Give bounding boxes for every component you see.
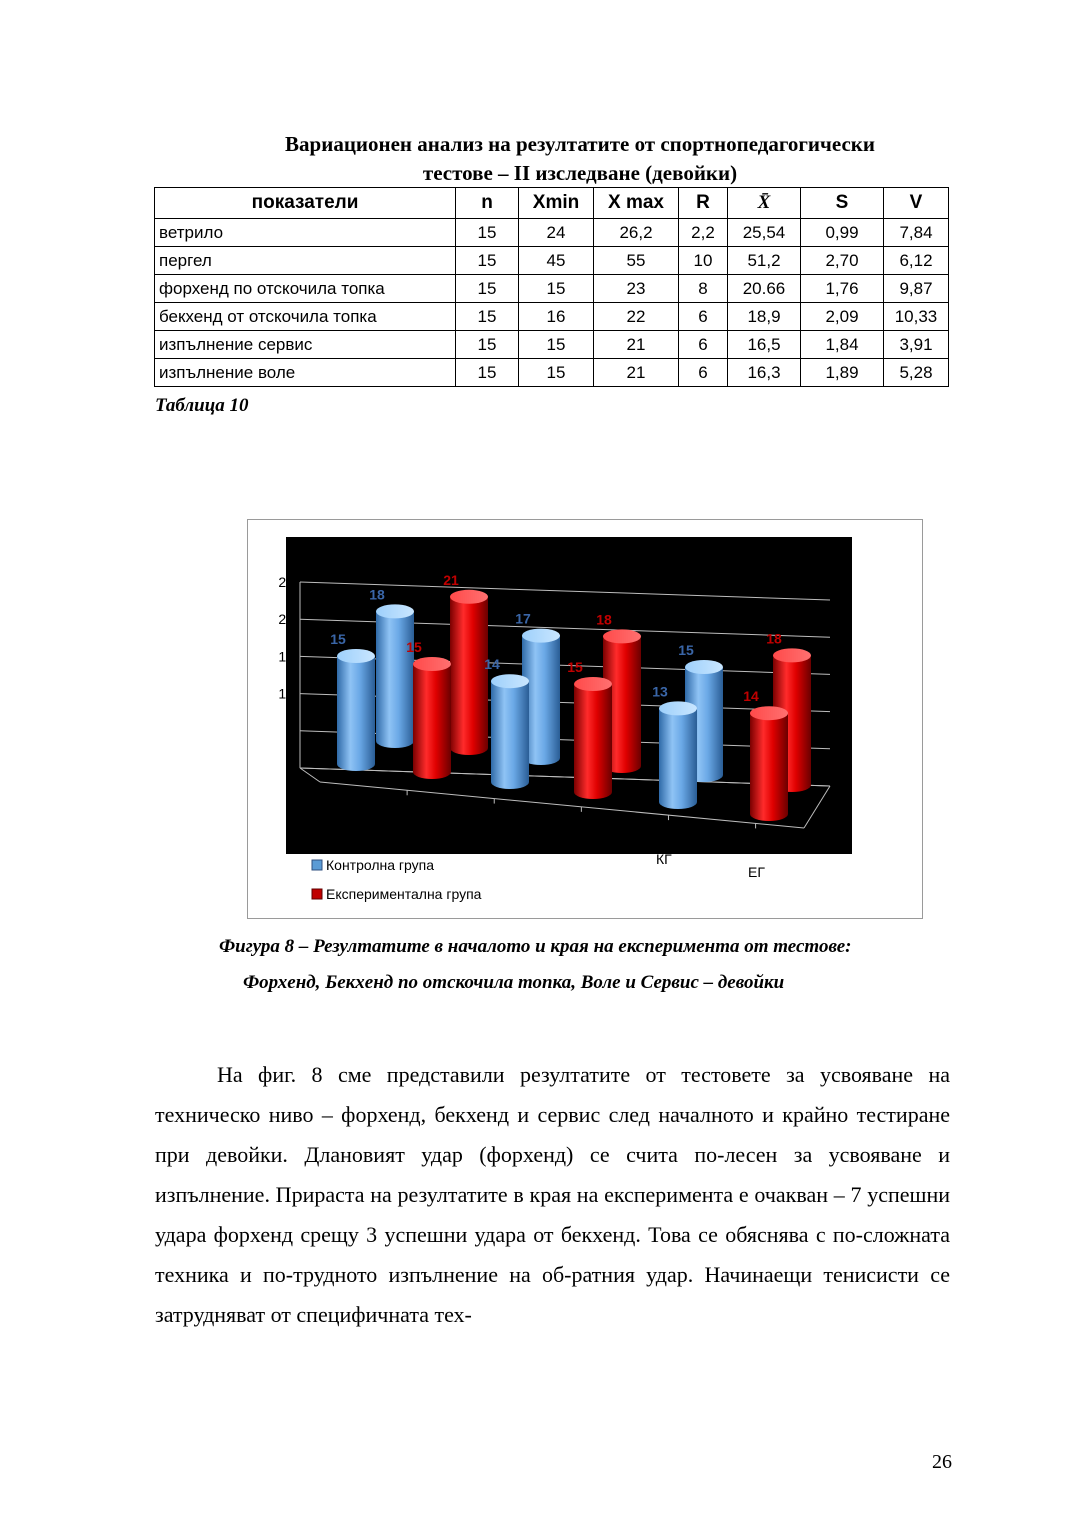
table-header-row: [155, 188, 949, 219]
data-label: 18: [369, 586, 385, 603]
table-cell: 3,91: [884, 331, 949, 359]
control-group-bar: [491, 674, 529, 789]
table-cell: 51,2: [728, 247, 801, 275]
table-row: [155, 359, 949, 387]
table-row: [155, 303, 949, 331]
chart-svg: [248, 520, 922, 918]
data-label: 13: [652, 683, 668, 700]
data-label: 15: [678, 642, 694, 658]
table-cell-label: бекхенд от отскочила топка: [155, 303, 456, 331]
header-xmax: X max: [594, 188, 679, 219]
data-label: 15: [406, 639, 422, 655]
legend-swatch-experimental: [312, 889, 322, 899]
table-cell: 6: [679, 303, 728, 331]
data-label: 15: [567, 659, 583, 675]
header-s: S: [801, 188, 884, 219]
stats-table: [154, 187, 949, 387]
experimental-group-bar: [750, 706, 788, 821]
table-cell: 16,5: [728, 331, 801, 359]
table-cell-label: пергел: [155, 247, 456, 275]
experimental-group-bar: [450, 590, 488, 755]
table-cell: 10,33: [884, 303, 949, 331]
y-tick-label: 15: [278, 648, 294, 665]
figure-caption-line2: Форхенд, Бекхенд по отскочила топка, Воле и Сервис – девойки: [243, 972, 785, 993]
legend-label-experimental: Експериментална група: [326, 886, 482, 902]
table-cell: 24: [519, 219, 594, 247]
experimental-group-bar: [574, 677, 612, 799]
y-tick-label: 10: [278, 685, 294, 702]
table-caption: Таблица 10: [155, 395, 249, 416]
table-cell-label: изпълнение воле: [155, 359, 456, 387]
table-cell: 16: [519, 303, 594, 331]
table-cell: 15: [456, 247, 519, 275]
control-group-bar: [376, 604, 414, 748]
table-row: [155, 219, 949, 247]
table-title-line2: тестове – II изследване (девойки): [422, 161, 738, 185]
y-tick-label: 5: [286, 722, 294, 739]
page-number: 26: [932, 1451, 952, 1473]
table-cell: 15: [519, 331, 594, 359]
table-cell: 1,76: [801, 275, 884, 303]
table-cell: 2,70: [801, 247, 884, 275]
category-label-kg: КГ: [656, 851, 672, 867]
table-cell: 6: [679, 331, 728, 359]
y-tick-label: 0: [286, 760, 294, 776]
data-label: 18: [766, 630, 782, 647]
table-cell: 15: [519, 275, 594, 303]
table-cell: 6: [679, 359, 728, 387]
table-cell: 1,89: [801, 359, 884, 387]
body-paragraph: [155, 1055, 950, 1335]
table-cell: 21: [594, 359, 679, 387]
table-cell: 15: [456, 303, 519, 331]
table-cell: 23: [594, 275, 679, 303]
data-label: 14: [743, 688, 759, 705]
category-label-eg: ЕГ: [748, 864, 765, 880]
table-cell: 6,12: [884, 247, 949, 275]
header-xmin: Xmin: [519, 188, 594, 219]
figure-caption-line1: Фигура 8 – Резултатите в началото и края на експеримента от тестове:: [219, 936, 852, 957]
table-cell: 2,09: [801, 303, 884, 331]
table-cell: 7,84: [884, 219, 949, 247]
table-row: [155, 331, 949, 359]
table-title-line1: Вариационен анализ на резултатите от спортнопедагогически: [285, 132, 875, 156]
table-cell: 0,99: [801, 219, 884, 247]
table-row: [155, 247, 949, 275]
header-r: R: [679, 188, 728, 219]
legend-label-control: Контролна група: [326, 857, 435, 873]
data-label: 18: [596, 611, 612, 628]
data-label: 17: [515, 610, 531, 627]
table-cell: 16,3: [728, 359, 801, 387]
table-cell: 20.66: [728, 275, 801, 303]
y-tick-label: 25: [278, 574, 294, 590]
header-indicators: показатели: [155, 188, 456, 219]
table-cell: 26,2: [594, 219, 679, 247]
header-mean: X̄: [728, 188, 801, 219]
table-cell: 15: [456, 275, 519, 303]
table-cell: 22: [594, 303, 679, 331]
chart-container: [247, 519, 923, 919]
table-cell: 25,54: [728, 219, 801, 247]
table-cell: 10: [679, 247, 728, 275]
table-cell: 21: [594, 331, 679, 359]
control-group-bar: [659, 701, 697, 809]
y-tick-label: 20: [278, 611, 294, 628]
control-group-bar: [337, 649, 375, 771]
data-label: 14: [484, 656, 500, 673]
chart-legend: [312, 857, 482, 902]
table-cell: 15: [519, 359, 594, 387]
body-paragraph-text: На фиг. 8 сме представили резултатите от тестовете за усвояване на техническо ниво – форхенд, бекхенд и сервис след началното и крайно тестиране при девойки. Длановият удар (форхенд) се счита по-лесен за усвояване и изпълнение. Прираста на резултатите в края на експеримента е очакван – 7 успешни удара форхенд срещу 3 успешни удара от бекхенд. Това се обяснява с по-сложната техника и по-трудното изпълнение на об-ратния удар. Начинаещи тенисисти се затрудняват от специфичната тех-: [155, 1062, 950, 1327]
table-cell: 8: [679, 275, 728, 303]
experimental-group-bar: [413, 657, 451, 779]
table-row: [155, 275, 949, 303]
table-cell: 55: [594, 247, 679, 275]
table-cell: 2,2: [679, 219, 728, 247]
table-cell: 1,84: [801, 331, 884, 359]
table-cell-label: форхенд по отскочила топка: [155, 275, 456, 303]
table-cell: 15: [456, 359, 519, 387]
table-cell-label: изпълнение сервис: [155, 331, 456, 359]
table-cell-label: ветрило: [155, 219, 456, 247]
header-n: n: [456, 188, 519, 219]
data-label: 21: [443, 571, 459, 588]
table-cell: 45: [519, 247, 594, 275]
header-v: V: [884, 188, 949, 219]
table-cell: 18,9: [728, 303, 801, 331]
table-cell: 15: [456, 219, 519, 247]
legend-swatch-control: [312, 860, 322, 870]
data-label: 15: [330, 631, 346, 647]
table-cell: 9,87: [884, 275, 949, 303]
table-cell: 15: [456, 331, 519, 359]
table-cell: 5,28: [884, 359, 949, 387]
